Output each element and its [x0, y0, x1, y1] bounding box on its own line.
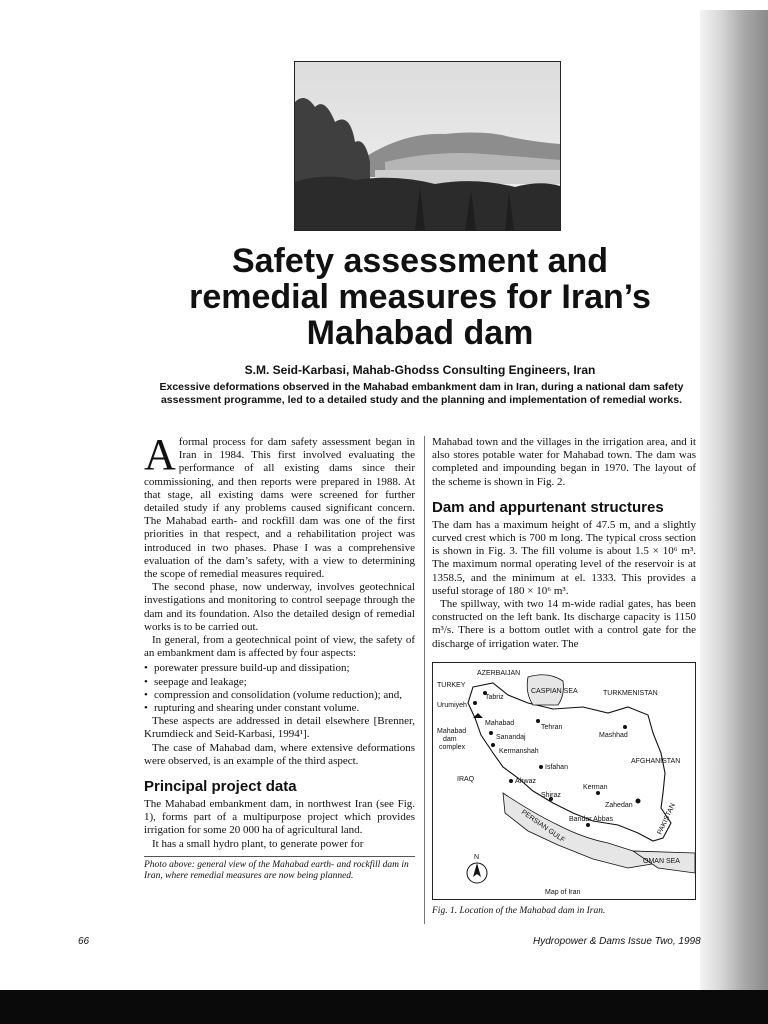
intro-paragraph [144, 430, 415, 581]
label-urumiyeh: Urumiyeh [437, 702, 467, 709]
label-caspian-sea: CASPIAN SEA [531, 688, 578, 695]
article-title-line-3: Mahabad dam [306, 314, 534, 352]
column-divider [424, 436, 425, 924]
label-afghanistan: AFGHANISTAN [631, 758, 681, 765]
kerman-dot [596, 791, 600, 795]
kermanshah-dot [491, 743, 495, 747]
article-title-line-2: remedial measures for Iran’s [189, 278, 651, 316]
mahabad-marker [473, 713, 483, 718]
body-paragraph: It has a small hydro plant, to generate power for [152, 837, 364, 850]
left-column [144, 430, 415, 882]
label-mahabad-dam-3: complex [439, 744, 466, 751]
body-paragraph: The second phase, now underway, involves geotechnical investigations and monitoring to control seepage through the dam and its foundation. Also the detailed design of remedial works is to be carried out. [144, 581, 415, 633]
label-isfahan: Isfahan [545, 764, 568, 771]
label-tehran: Tehran [541, 724, 563, 731]
body-paragraph: The dam has a maximum height of 47.5 m, and a slightly curved crest which is 700 m long. The typical cross section is shown in Fig. 3. The fill volume is about 1.5 × 10⁶ m³. The maximum normal operating level of the reservoir is at 1358.5, and the minimum at el. 1333. This provides a useful storage of 180 × 10⁶ m³. [432, 518, 696, 597]
label-mahabad-dam-1: Mahabad [437, 728, 467, 735]
label-oman-sea: OMAN SEA [643, 858, 680, 865]
persian-gulf-shape [503, 793, 658, 868]
list-item: • compression and consolidation (volume reduction); and, [144, 689, 415, 702]
isfahan-dot [539, 765, 543, 769]
photo-caption: Photo above: general view of the Mahabad earth- and rockfill dam in Iran, where remedial measures are now being planned. [144, 856, 415, 882]
label-mahabad: Mahabad [485, 720, 515, 727]
article-standfirst: Excessive deformations observed in the Mahabad embankment dam in Iran, during a national dam safety assessment programme, led to a detailed study and the planning and implementation of remedial works. [159, 381, 684, 406]
label-kerman: Kerman [583, 784, 608, 791]
map-title: Map of Iran [545, 889, 581, 896]
label-turkey: TURKEY [437, 682, 466, 689]
scan-bottom-edge [0, 990, 768, 1024]
drop-cap: A [144, 430, 176, 479]
tehran-dot [536, 719, 540, 723]
zahedan-dot [636, 799, 641, 804]
body-paragraph: The case of Mahabad dam, where extensive deformations were observed, is an example of the third aspect. [144, 741, 415, 767]
label-pakistan: PAKISTAN [656, 802, 678, 836]
label-tabriz: Tabriz [485, 694, 504, 701]
book-spine-shadow [700, 10, 768, 994]
article-title [140, 243, 700, 351]
label-north: N [474, 854, 480, 861]
label-mahabad-dam-2: dam [443, 736, 457, 743]
sanandaj-dot [489, 731, 493, 735]
dam-photo [294, 61, 561, 231]
label-sanandaj: Sanandaj [496, 734, 526, 741]
author-byline: S.M. Seid-Karbasi, Mahab-Ghodss Consulting Engineers, Iran [244, 363, 596, 377]
body-paragraph: In general, from a geotechnical point of view, the safety of an embankment dam is affected by four aspects: [144, 634, 415, 660]
list-item: • rupturing and shearing under constant volume. [144, 702, 415, 715]
bandar-abbas-dot [586, 823, 590, 827]
label-azerbaijan: AZERBAIJAN [477, 670, 521, 677]
label-kermanshah: Kermanshah [499, 748, 539, 755]
article-title-line-1: Safety assessment and [231, 242, 609, 280]
label-ahwaz: Ahwaz [515, 778, 537, 785]
page-number: 66 [78, 936, 90, 947]
right-column [432, 436, 696, 651]
aspects-list [144, 662, 415, 715]
body-paragraph: Mahabad town and the villages in the irrigation area, and it also stores potable water for Mahabad town. The dam was completed and impounding began in 1970. The layout of the scheme is shown in Fig. 2. [432, 436, 696, 488]
list-item: • porewater pressure build-up and dissipation; [144, 662, 415, 675]
urumiyeh-dot [473, 701, 477, 705]
label-turkmenistan: TURKMENISTAN [603, 690, 658, 697]
ahwaz-dot [509, 779, 513, 783]
figure-caption: Fig. 1. Location of the Mahabad dam in Iran. [432, 906, 606, 916]
body-paragraph: These aspects are addressed in detail elsewhere [Brenner, Krumdieck and Seid-Karbasi, 1994¹]. [144, 715, 415, 741]
label-mashhad: Mashhad [599, 732, 628, 739]
intro-text: formal process for dam safety assessment began in Iran in 1984. This first involved evaluating the performance of all existing dams since their commissioning, and then reports were prepared in 1988. At that stage, all existing dams were screened for further detailed study if any problems caused significant concern. The Mahabad earth- and rockfill dam was one of the first priorities in that respect, and a rehabilitation project was introduced in two phases. Phase I was a comprehensive evaluation of the dam’s safety, with a view to determining the scope of remedial measures required. [144, 436, 415, 581]
label-persian-gulf: PERSIAN GULF [519, 808, 566, 845]
section-heading-project-data: Principal project data [144, 778, 297, 796]
north-arrow-icon [467, 854, 487, 883]
label-zahedan: Zahedan [605, 802, 633, 809]
section-heading-dam-structures: Dam and appurtenant structures [432, 498, 664, 516]
label-shiraz: Shiraz [541, 792, 561, 799]
label-iraq: IRAQ [457, 776, 475, 783]
mashhad-dot [623, 725, 627, 729]
publication-footer: Hydropower & Dams Issue Two, 1998 [533, 936, 701, 947]
list-item: • seepage and leakage; [144, 676, 415, 689]
dam-landscape-image [295, 62, 560, 230]
body-paragraph: The Mahabad embankment dam, in northwest Iran (see Fig. 1), forms part of a multipurpose project which provides irrigation for some 20 000 ha of agricultural land. [144, 798, 415, 837]
body-paragraph: The spillway, with two 14 m-wide radial gates, has been constructed on the left bank. Its discharge capacity is 1150 m³/s. There is a bottom outlet with a control gate for the discharge of irrigation water. The [432, 598, 696, 650]
iran-location-map [432, 662, 696, 900]
label-bandar-abbas: Bandar Abbas [569, 816, 613, 823]
